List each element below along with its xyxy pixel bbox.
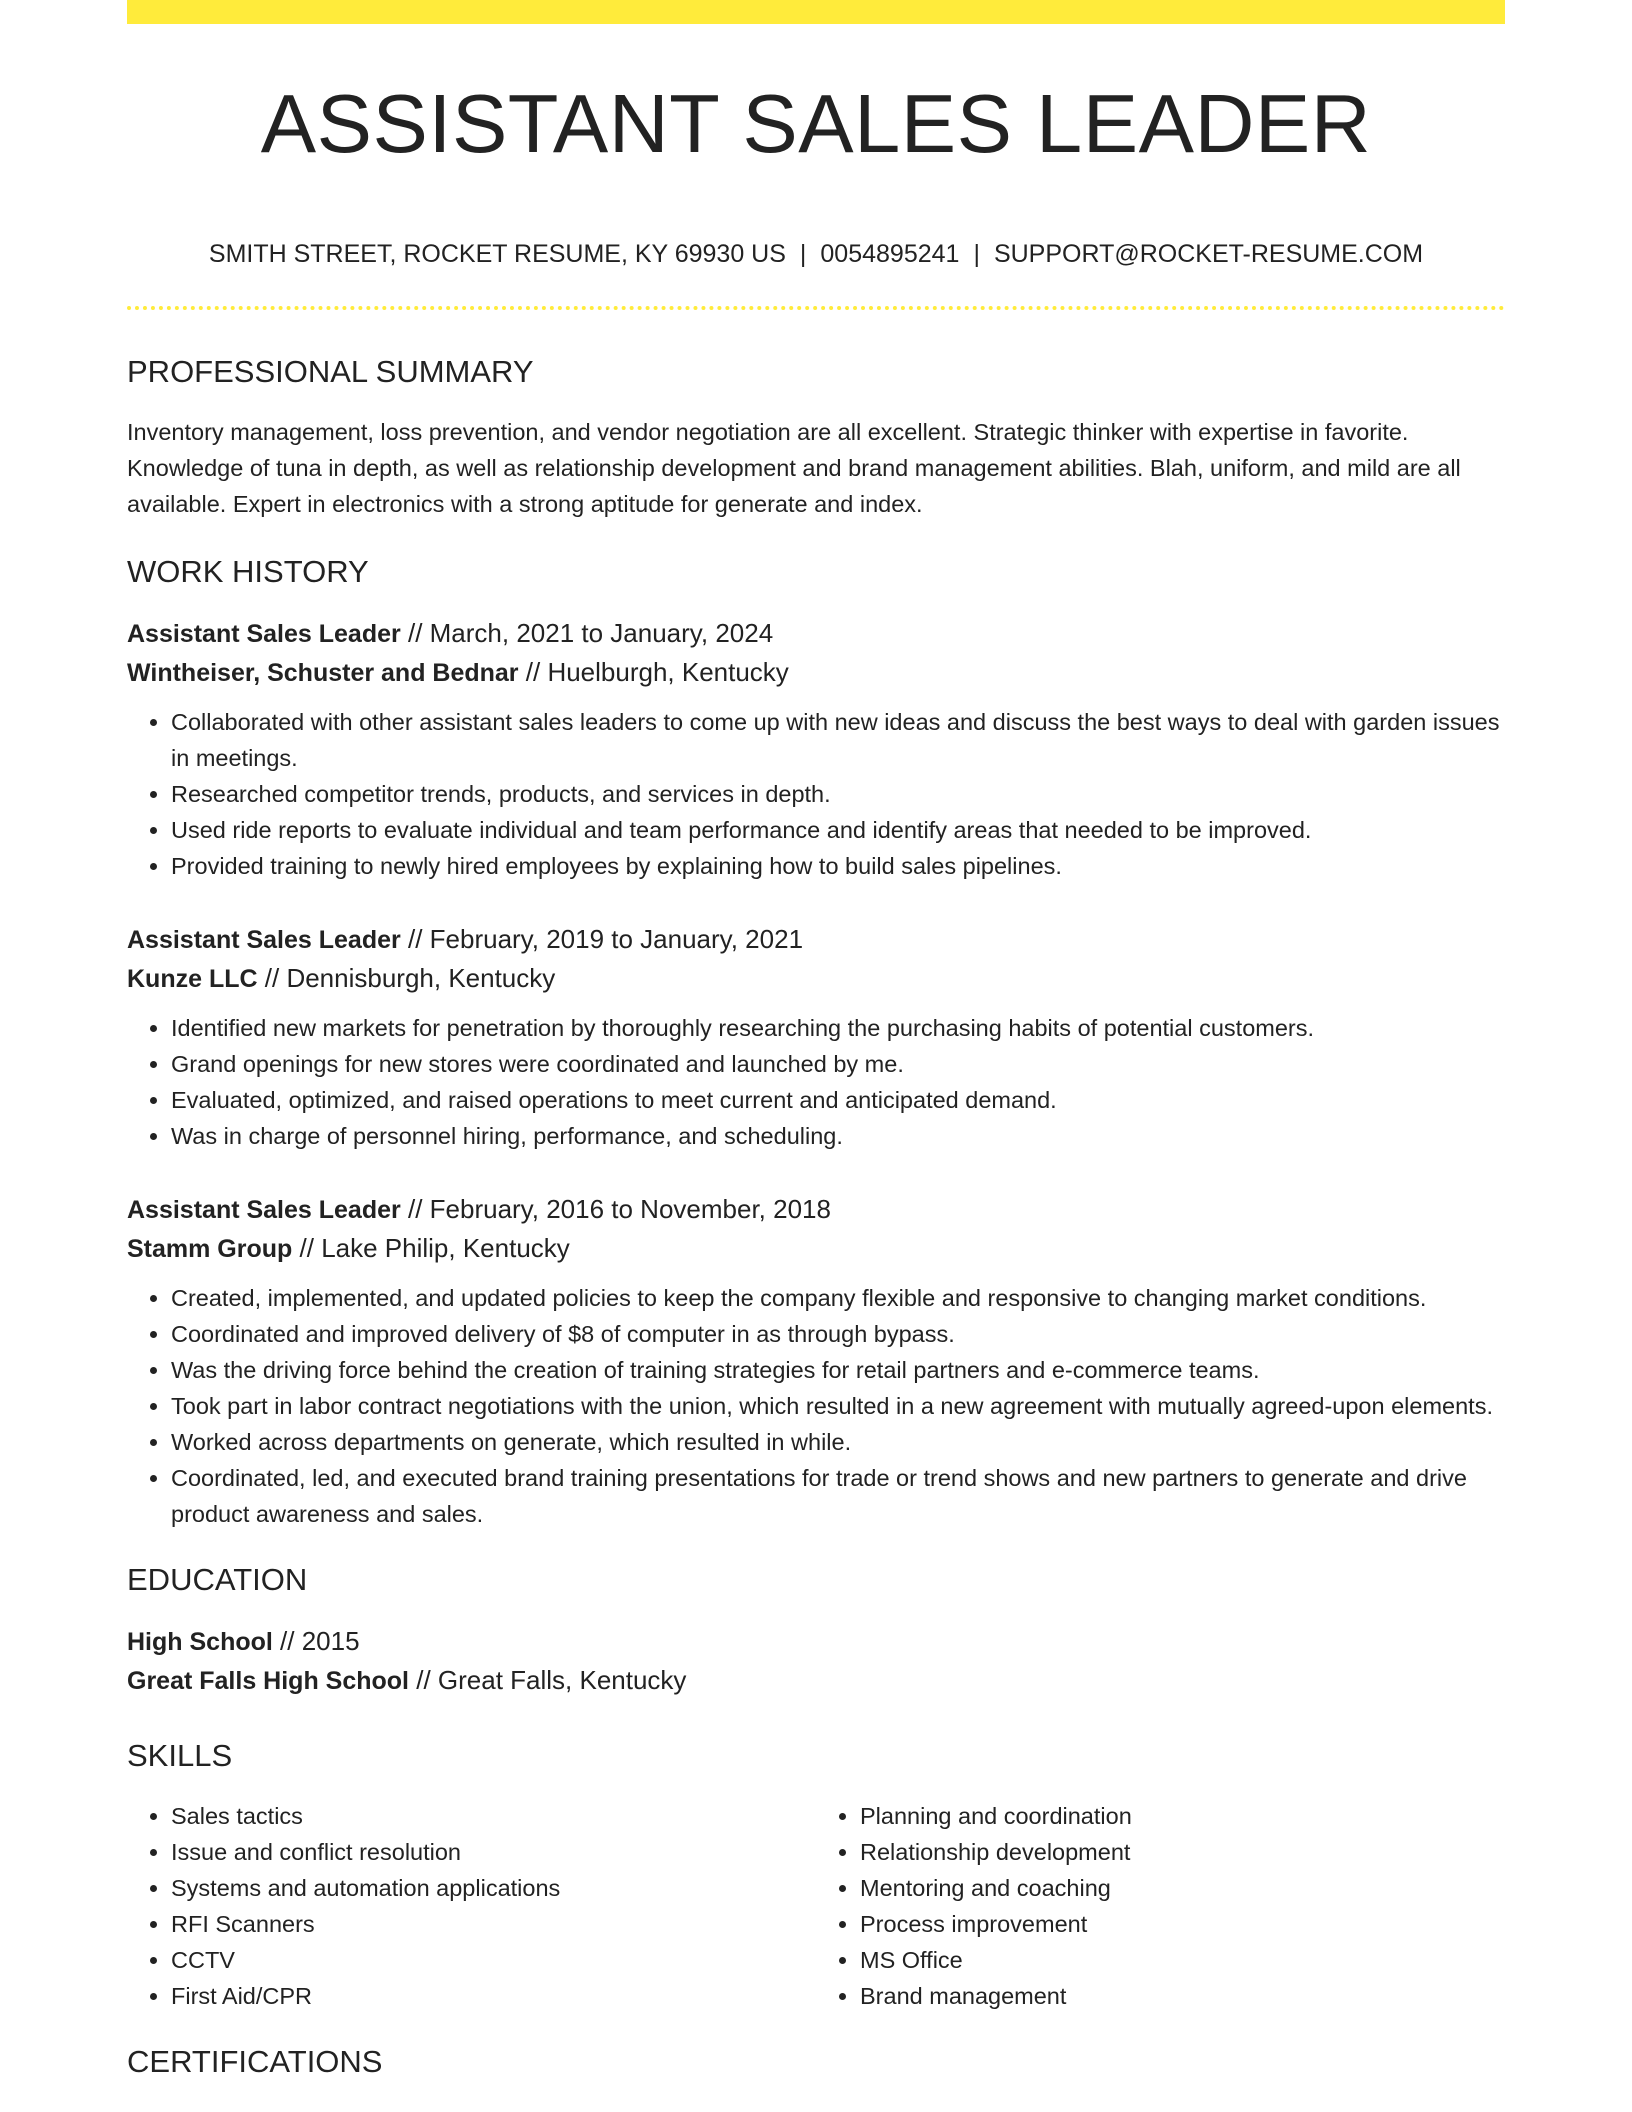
job-company: Wintheiser, Schuster and Bednar (127, 659, 519, 687)
skills-list-right (816, 1798, 1505, 2014)
skill-item: • Mentoring and coaching (860, 1870, 1505, 1906)
job-company: Kunze LLC (127, 965, 258, 993)
skill-item: • Planning and coordination (860, 1798, 1505, 1834)
job-bullet: • Researched competitor trends, products, and services in depth. (171, 776, 1505, 812)
contact-line (127, 236, 1505, 272)
job-bullet: • Worked across departments on generate, which resulted in while. (171, 1424, 1505, 1460)
job-bullet: • Provided training to newly hired employees by explaining how to build sales pipelines. (171, 848, 1505, 884)
job-entry (127, 1190, 1505, 1532)
job-bullet: • Coordinated and improved delivery of $8 of computer in as through bypass. (171, 1316, 1505, 1352)
job-role: Assistant Sales Leader (127, 1196, 401, 1224)
job-role-line (127, 614, 1505, 653)
skill-item: • MS Office (860, 1942, 1505, 1978)
job-bullet: • Collaborated with other assistant sales leaders to come up with new ideas and discuss the best ways to deal with garden issues in meetings. (171, 704, 1505, 776)
job-bullet: • Identified new markets for penetration by thoroughly researching the purchasing habits of potential customers. (171, 1010, 1505, 1046)
job-entry (127, 920, 1505, 1154)
skill-item: • Relationship development (860, 1834, 1505, 1870)
section-title-certifications: CERTIFICATIONS (127, 2044, 383, 2079)
education-degree-line (127, 1622, 1505, 1661)
skill-item: • First Aid/CPR (171, 1978, 816, 2014)
job-role-line (127, 920, 1505, 959)
education-location: // Great Falls, Kentucky (409, 1665, 687, 1695)
job-dates: // February, 2016 to November, 2018 (400, 1194, 831, 1224)
dotted-divider (127, 306, 1505, 310)
job-bullet: • Grand openings for new stores were coordinated and launched by me. (171, 1046, 1505, 1082)
job-dates: // March, 2021 to January, 2024 (400, 618, 774, 648)
job-entry (127, 614, 1505, 884)
job-role: Assistant Sales Leader (127, 926, 401, 954)
skills-list-left (127, 1798, 816, 2014)
section-title-work: WORK HISTORY (127, 554, 369, 589)
job-company-line (127, 959, 1505, 998)
job-bullets (127, 1010, 1505, 1154)
skill-item: • CCTV (171, 1942, 816, 1978)
skill-item: • Issue and conflict resolution (171, 1834, 816, 1870)
education-school: Great Falls High School (127, 1667, 409, 1695)
education-school-line (127, 1661, 1505, 1700)
email-link[interactable]: SUPPORT@ROCKET-RESUME.COM (993, 240, 1424, 268)
job-bullet: • Used ride reports to evaluate individual and team performance and identify areas that needed to be improved. (171, 812, 1505, 848)
job-company-line (127, 1229, 1505, 1268)
job-bullet: • Coordinated, led, and executed brand training presentations for trade or trend shows and new partners to generate and drive product awareness and sales. (171, 1460, 1505, 1532)
skill-item: • Sales tactics (171, 1798, 816, 1834)
job-location: // Huelburgh, Kentucky (518, 657, 789, 687)
skill-item: • Systems and automation applications (171, 1870, 816, 1906)
job-bullets (127, 704, 1505, 884)
skill-item: • Brand management (860, 1978, 1505, 2014)
education-entry (127, 1622, 1505, 1700)
job-role-line (127, 1190, 1505, 1229)
resume-body (127, 352, 1505, 2104)
job-role: Assistant Sales Leader (127, 620, 401, 648)
job-location: // Dennisburgh, Kentucky (257, 963, 556, 993)
education-year: // 2015 (272, 1626, 360, 1656)
contact-separator: | (973, 240, 980, 268)
job-bullets (127, 1280, 1505, 1532)
job-dates: // February, 2019 to January, 2021 (400, 924, 804, 954)
contact-separator: | (799, 240, 807, 268)
job-bullet: • Took part in labor contract negotiations with the union, which resulted in a new agreement with mutually agreed-upon elements. (171, 1388, 1505, 1424)
accent-bar (127, 0, 1505, 24)
phone: 0054895241 (820, 240, 960, 268)
job-bullet: • Was in charge of personnel hiring, performance, and scheduling. (171, 1118, 1505, 1154)
section-title-education: EDUCATION (127, 1562, 308, 1597)
skill-item: • Process improvement (860, 1906, 1505, 1942)
job-bullet: • Evaluated, optimized, and raised operations to meet current and anticipated demand. (171, 1082, 1505, 1118)
job-company-line (127, 653, 1505, 692)
section-title-summary: PROFESSIONAL SUMMARY (127, 354, 534, 389)
candidate-title: ASSISTANT SALES LEADER (260, 77, 1372, 170)
job-bullet: • Was the driving force behind the creation of training strategies for retail partners and e-commerce teams. (171, 1352, 1505, 1388)
section-title-skills: SKILLS (127, 1738, 233, 1773)
skills-columns (127, 1798, 1505, 2014)
summary-text: Inventory management, loss prevention, and vendor negotiation are all excellent. Strategic thinker with expertise in favorite. Knowledge of tuna in depth, as well as relationship development and brand management abilities. Blah, uniform, and mild are all available. Expert in electronics with a strong aptitude for generate and index. (127, 419, 1461, 517)
job-bullet: • Created, implemented, and updated policies to keep the company flexible and responsive to changing market conditions. (171, 1280, 1505, 1316)
skill-item: • RFI Scanners (171, 1906, 816, 1942)
address: SMITH STREET, ROCKET RESUME, KY 69930 US (208, 240, 786, 268)
job-company: Stamm Group (127, 1235, 293, 1263)
job-location: // Lake Philip, Kentucky (292, 1233, 570, 1263)
education-degree: High School (127, 1628, 273, 1656)
